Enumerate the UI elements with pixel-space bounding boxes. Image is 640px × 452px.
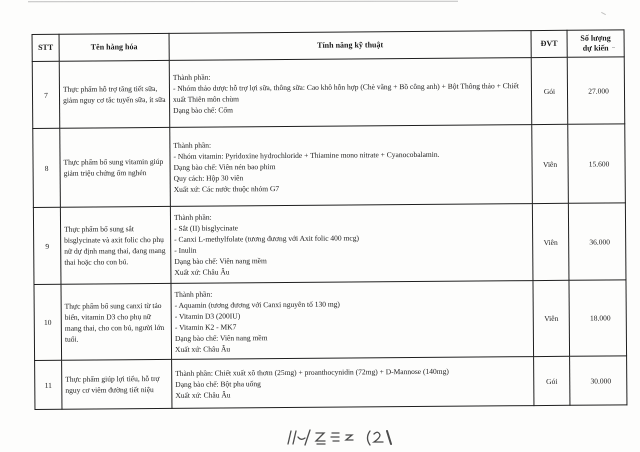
table-row	[32, 57, 625, 129]
scan-speck	[601, 12, 606, 15]
unit-cell: Viên	[532, 203, 569, 280]
spec-cell: Thành phần: - Aquamin (tương đương với Canxi nguyên tố 130 mg) - Vitamin D3 (200IU) - Vitamin K2 - MK7 Dạng bào chế: Viên nang mềm Xuất xứ: Châu Âu	[171, 281, 534, 360]
quantity-cell: 15.600	[568, 124, 626, 203]
spec-cell: Thành phần: - Nhóm thảo dược hỗ trợ lợi sữa, thông sữa: Cao khô hỗn hợp (Chè vằng + Bồ công anh) + Bột Thông thảo + Chiết xuất Thiên môn chùm Dạng bào chế: Cốm	[169, 58, 532, 128]
table-row	[35, 356, 627, 410]
row-index: 11	[35, 360, 62, 409]
row-index: 7	[32, 61, 60, 128]
table-row	[34, 280, 627, 361]
spec-cell: Thành phần: Chiết xuất xô thơm (25mg) + proanthocynidin (72mg) + D-Mannose (140mg) Dạng bào chế: Bột pha uống Xuất xứ: Châu Âu	[172, 357, 534, 409]
product-name-cell: Thực phẩm bổ sung sắt bisglycinate và axit folic cho phụ nữ dự định mang thai, đang mang thai hoặc cho con bú.	[60, 206, 171, 284]
header-cell-unit: ĐVT	[531, 30, 567, 57]
header-cell-quantity: Số lượng dự kiến	[567, 30, 624, 57]
table-row	[33, 203, 626, 285]
spec-cell: Thành phần: - Sắt (II) bisglycinate - Canxi L-methylfolate (tương đương với Axit folic 400 mcg) - Inulin Dạng bào chế: Viên nang mềm Xuất xứ: Châu Âu	[170, 204, 533, 284]
row-index: 8	[33, 128, 61, 207]
quantity-cell: 30.000	[570, 356, 627, 405]
products-table	[32, 29, 628, 410]
handwritten-scribble-mark	[286, 427, 398, 449]
header-cell-spec: Tính năng kỹ thuật	[169, 31, 531, 61]
header-cell-stt: STT	[32, 34, 59, 61]
row-index: 10	[34, 284, 62, 360]
quantity-cell: 18.000	[569, 280, 627, 356]
unit-cell: Viên	[532, 124, 569, 203]
quantity-cell: 27.000	[567, 57, 625, 124]
product-name-cell: Thực phẩm bổ sung vitamin giúp giảm triệu chứng ốm nghén	[60, 127, 171, 207]
header-cell-product-name: Tên hàng hóa	[59, 33, 169, 61]
spec-cell: Thành phần: - Nhóm vitamin: Pyridoxine hydrochloride + Thiamine mono nitrate + Cyanocobalamin. Dạng bào chế: Viên nén bao phim Quy cách: Hộp 30 viên Xuất xứ: Các nước thuộc nhóm G7	[170, 125, 533, 207]
product-name-cell: Thực phẩm hỗ trợ tăng tiết sữa, giảm nguy cơ tắc tuyến sữa, ít sữa	[59, 60, 170, 128]
unit-cell: Gói	[531, 57, 568, 124]
quantity-cell: 36.000	[568, 203, 626, 280]
table-row	[33, 124, 626, 208]
product-name-cell: Thực phẩm bổ sung canxi từ tảo biển, vitamin D3 cho phụ nữ mang thai, cho con bú, người lớn tuổi.	[61, 283, 172, 360]
scan-artifact-line	[28, 1, 458, 3]
unit-cell: Gói	[534, 356, 570, 405]
product-name-cell: Thực phẩm giúp lợi tiểu, hỗ trợ nguy cơ viêm đường tiết niệu	[62, 359, 172, 409]
row-index: 9	[33, 207, 61, 284]
unit-cell: Viên	[533, 280, 570, 356]
